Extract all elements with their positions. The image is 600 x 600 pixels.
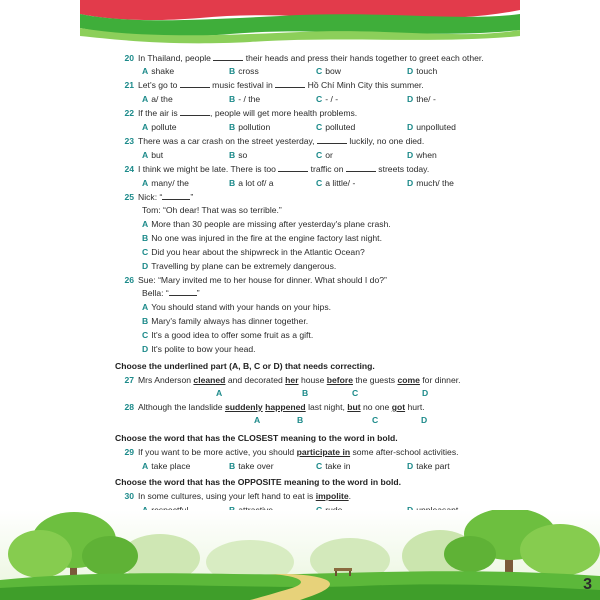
option-b[interactable]: B so (229, 150, 248, 160)
option-d[interactable]: D touch (407, 66, 438, 76)
section-instruction: Choose the word that has the CLOSEST meaning to the word in bold. (115, 433, 398, 443)
option-a[interactable]: A pollute (142, 122, 177, 132)
option-d[interactable]: D It's polite to bow your head. (142, 344, 256, 354)
answer-blank[interactable] (346, 164, 376, 172)
question-21: 21 Let's go to music festival in Hồ Chí Minh City this summer. (124, 80, 424, 90)
option-a[interactable]: A but (142, 150, 164, 160)
section-instruction: Choose the underlined part (A, B, C or D) that needs correcting. (115, 361, 375, 371)
option-c[interactable]: C It's a good idea to offer some fruit as a gift. (142, 330, 314, 340)
dialogue-line: Bella: “ ” (142, 288, 200, 298)
part-letter: D (421, 415, 428, 425)
section-instruction: Choose the word that has the OPPOSITE meaning to the word in bold. (115, 477, 401, 487)
part-letter: B (302, 388, 309, 398)
part-letter: C (352, 388, 359, 398)
option-c[interactable]: C a little/ - (316, 178, 356, 188)
part-letter: C (372, 415, 379, 425)
part-letter: B (297, 415, 304, 425)
option-b[interactable]: B pollution (229, 122, 271, 132)
page-number: 3 (583, 576, 592, 593)
option-c[interactable]: C or (316, 150, 333, 160)
option-a[interactable]: A many/ the (142, 178, 189, 188)
option-c[interactable]: C take in (316, 461, 351, 471)
question-30: 30 In some cultures, using your left hand to eat is impolite. (124, 491, 352, 501)
answer-blank[interactable] (317, 136, 347, 144)
question-28: 28 Although the landslide suddenly happened last night, but no one got hurt. (124, 402, 425, 412)
question-26: 26 Sue: “Mary invited me to her house for dinner. What should I do?” (124, 275, 387, 285)
option-b[interactable]: B a lot of/ a (229, 178, 274, 188)
park-scenery (0, 510, 600, 600)
question-27: 27 Mrs Anderson cleaned and decorated her house before the guests come for dinner. (124, 375, 461, 385)
option-a[interactable]: A take place (142, 461, 191, 471)
answer-blank[interactable] (169, 288, 197, 296)
part-letter: A (216, 388, 223, 398)
option-a[interactable]: A More than 30 people are missing after yesterday's plane crash. (142, 219, 391, 229)
question-20: 20 In Thailand, people their heads and press their hands together to greet each other. (124, 53, 484, 63)
option-d[interactable]: D the/ - (407, 94, 436, 104)
option-b[interactable]: B cross (229, 66, 259, 76)
dialogue-line: Tom: “Oh dear! That was so terrible.” (142, 205, 282, 215)
question-29: 29 If you want to be more active, you should participate in some after-school activities. (124, 447, 459, 457)
option-b[interactable]: B take over (229, 461, 274, 471)
option-d[interactable]: D take part (407, 461, 450, 471)
option-c[interactable]: C bow (316, 66, 341, 76)
option-a[interactable]: A a/ the (142, 94, 173, 104)
part-letter: D (422, 388, 429, 398)
option-a[interactable]: A shake (142, 66, 175, 76)
question-23: 23 There was a car crash on the street yesterday, luckily, no one died. (124, 136, 425, 146)
question-25: 25 Nick: “ ” (124, 192, 194, 202)
option-d[interactable]: D when (407, 150, 437, 160)
question-22: 22 If the air is , people will get more health problems. (124, 108, 358, 118)
option-a[interactable]: A You should stand with your hands on your hips. (142, 302, 332, 312)
answer-blank[interactable] (180, 80, 210, 88)
part-letter: A (254, 415, 261, 425)
option-d[interactable]: D much/ the (407, 178, 454, 188)
answer-blank[interactable] (180, 108, 210, 116)
option-d[interactable]: D unpolluted (407, 122, 456, 132)
option-b[interactable]: B - / the (229, 94, 261, 104)
option-b[interactable]: B No one was injured in the fire at the engine factory last night. (142, 233, 382, 243)
answer-blank[interactable] (213, 53, 243, 61)
option-d[interactable]: D Travelling by plane can be extremely dangerous. (142, 261, 337, 271)
option-c[interactable]: C polluted (316, 122, 356, 132)
option-b[interactable]: B Mary's family always has dinner together. (142, 316, 309, 326)
option-c[interactable]: C - / - (316, 94, 339, 104)
question-24: 24 I think we might be late. There is too traffic on streets today. (124, 164, 430, 174)
answer-blank[interactable] (278, 164, 308, 172)
answer-blank[interactable] (162, 192, 190, 200)
answer-blank[interactable] (275, 80, 305, 88)
option-c[interactable]: C Did you hear about the shipwreck in the Atlantic Ocean? (142, 247, 365, 257)
